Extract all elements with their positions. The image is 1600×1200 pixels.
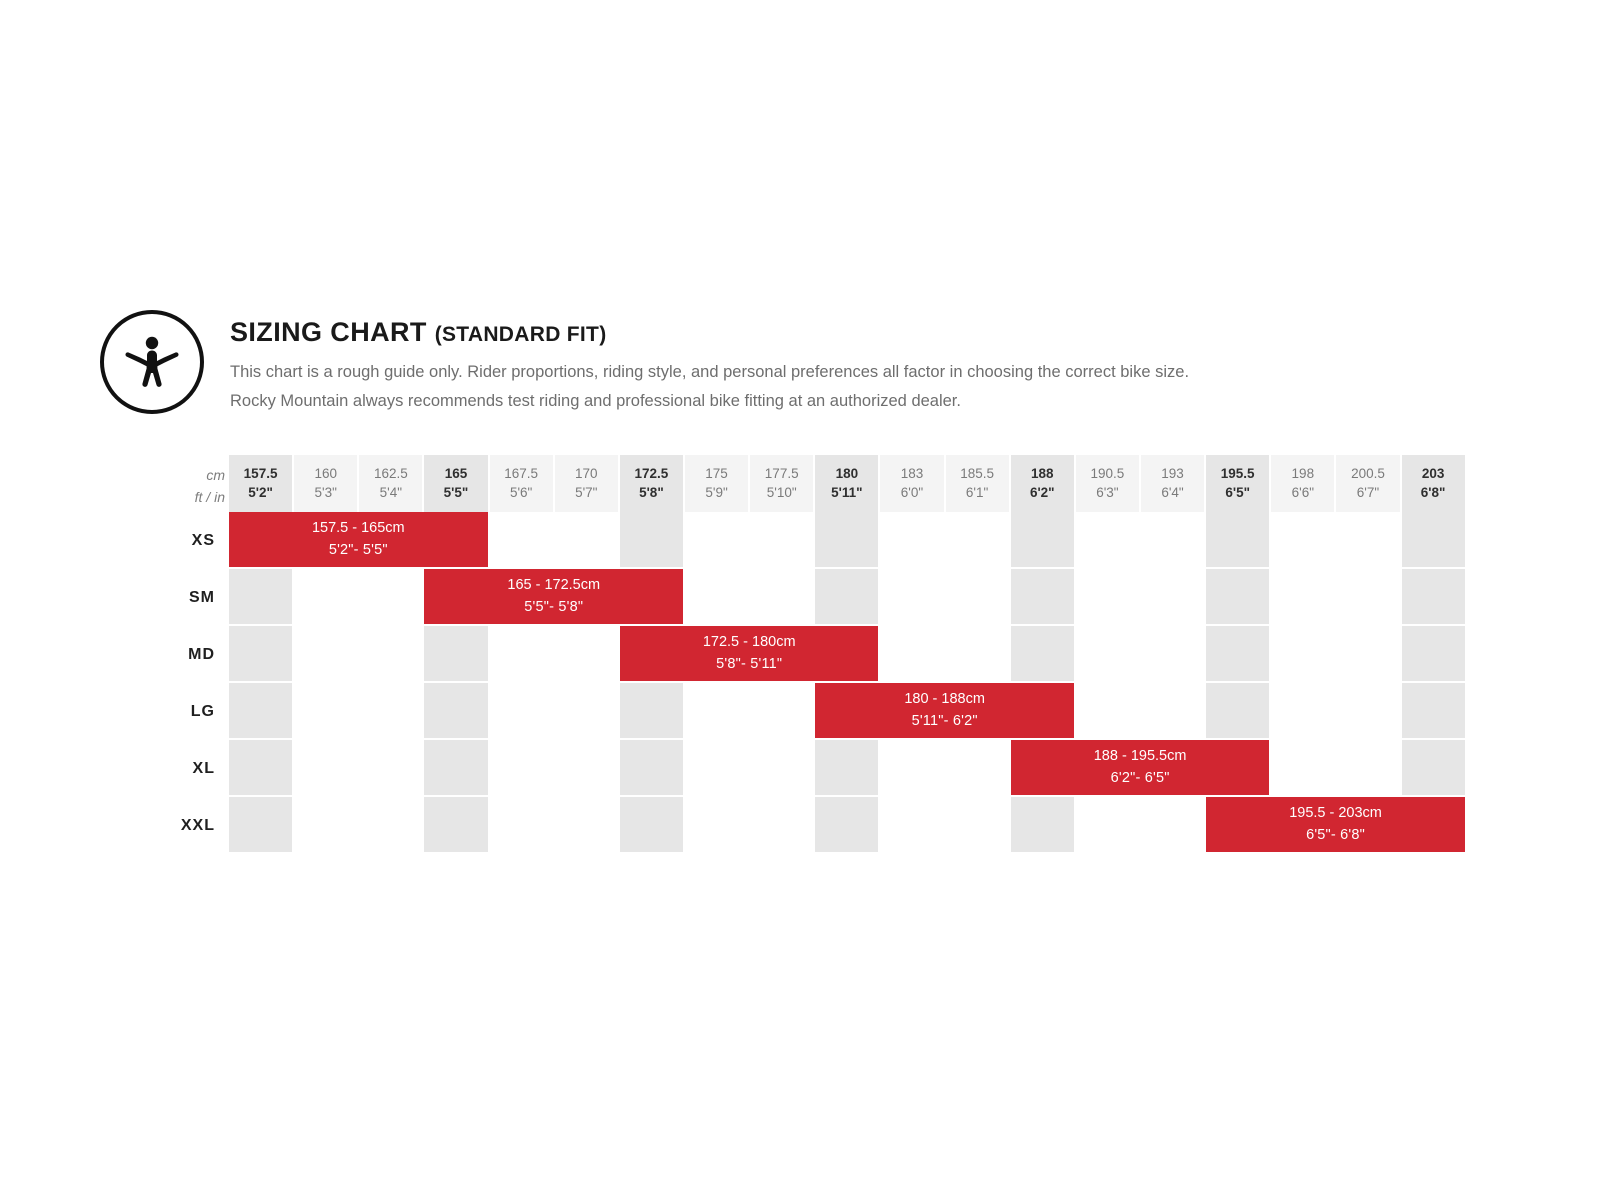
grid-cell <box>750 797 815 854</box>
grid-cell <box>555 626 620 683</box>
grid-cell <box>1402 683 1467 740</box>
height-header-cell <box>1402 455 1467 512</box>
grid-cell <box>750 740 815 797</box>
grid-cell <box>1141 626 1206 683</box>
size-rows <box>180 512 1467 854</box>
grid-cell <box>880 512 945 569</box>
grid-cell <box>620 683 685 740</box>
height-header-cell <box>294 455 359 512</box>
grid-cell <box>359 626 424 683</box>
height-cm: 183 <box>900 466 924 482</box>
height-ftin: 6'0" <box>900 484 924 500</box>
size-range-bar <box>229 512 488 567</box>
grid-cell <box>1076 512 1141 569</box>
height-header-cell <box>946 455 1011 512</box>
height-header-cell <box>1076 455 1141 512</box>
size-range-bar <box>1011 740 1270 795</box>
grid-cell <box>1141 569 1206 626</box>
page-title-fit: (STANDARD FIT) <box>434 323 607 346</box>
grid-cell <box>1336 512 1401 569</box>
height-cm: 185.5 <box>960 466 995 482</box>
range-ftin-label: 5'11"- 6'2" <box>911 712 978 729</box>
height-ftin: 6'4" <box>1161 484 1184 500</box>
grid-cell <box>946 626 1011 683</box>
grid-cell <box>1206 569 1271 626</box>
grid-cell <box>1336 569 1401 626</box>
height-ftin: 5'10" <box>766 484 797 500</box>
grid-cell <box>620 797 685 854</box>
grid-cell <box>490 626 555 683</box>
range-cm-label: 172.5 - 180cm <box>702 634 796 651</box>
height-ftin: 6'7" <box>1356 484 1380 500</box>
height-cm: 195.5 <box>1220 466 1255 482</box>
grid-cell <box>1011 512 1076 569</box>
header-text-block <box>230 318 1500 415</box>
height-cm: 165 <box>444 466 468 482</box>
grid-cell <box>555 740 620 797</box>
height-ftin: 6'8" <box>1420 484 1446 500</box>
grid-cell <box>490 683 555 740</box>
grid-cell <box>1206 626 1271 683</box>
height-header-cell <box>1271 455 1336 512</box>
height-cm: 157.5 <box>243 466 278 482</box>
height-cm: 177.5 <box>764 466 799 482</box>
height-ftin: 5'5" <box>443 484 469 500</box>
grid-cell <box>555 683 620 740</box>
range-ftin-label: 5'2"- 5'5" <box>328 541 388 558</box>
height-cm: 175 <box>705 466 728 482</box>
height-header-cell <box>359 455 424 512</box>
grid-cell <box>1336 626 1401 683</box>
range-ftin-label: 5'8"- 5'11" <box>716 655 783 672</box>
grid-cell <box>620 512 685 569</box>
size-range-bar <box>815 683 1074 738</box>
grid-cell <box>1141 512 1206 569</box>
grid-cell <box>359 569 424 626</box>
axis-unit-labels <box>100 465 225 508</box>
grid-cell <box>880 740 945 797</box>
height-ftin: 5'8" <box>639 484 664 500</box>
grid-cell <box>229 740 294 797</box>
height-cm: 172.5 <box>634 466 669 482</box>
grid-cell <box>229 626 294 683</box>
axis-label-ftin: ft / in <box>194 488 225 505</box>
height-header-cell <box>1011 455 1076 512</box>
table-row <box>190 683 1467 740</box>
height-ftin: 6'2" <box>1029 484 1055 500</box>
size-label: SM <box>189 588 215 606</box>
range-ftin-label: 6'2"- 6'5" <box>1110 769 1170 786</box>
grid-cell <box>815 569 880 626</box>
height-header-cell <box>424 455 489 512</box>
grid-cell <box>229 569 294 626</box>
table-row <box>188 626 1467 683</box>
height-cm: 162.5 <box>373 466 408 482</box>
grid-cell <box>815 512 880 569</box>
grid-cell <box>359 797 424 854</box>
grid-cell <box>946 740 1011 797</box>
height-cm: 200.5 <box>1351 466 1385 482</box>
height-cm: 203 <box>1421 466 1445 482</box>
grid-cell <box>359 740 424 797</box>
grid-cell <box>1011 626 1076 683</box>
height-cm: 190.5 <box>1090 466 1125 482</box>
grid-cell <box>1336 683 1401 740</box>
grid-cell <box>1271 740 1336 797</box>
size-range-bar <box>424 569 683 624</box>
size-label: XXL <box>180 816 215 834</box>
height-ftin: 5'3" <box>314 484 337 500</box>
grid-cell <box>1076 626 1141 683</box>
grid-cell <box>1011 797 1076 854</box>
height-header-cell <box>1336 455 1401 512</box>
range-cm-label: 165 - 172.5cm <box>507 577 601 594</box>
height-cm: 180 <box>835 466 859 482</box>
range-cm-label: 188 - 195.5cm <box>1093 748 1187 765</box>
grid-cell <box>946 797 1011 854</box>
height-cm: 188 <box>1030 466 1054 482</box>
grid-cell <box>229 797 294 854</box>
size-range-bar <box>1206 797 1465 852</box>
height-header-cell <box>750 455 815 512</box>
subtitle-line-2: Rocky Mountain always recommends test riding and professional bike fitting at an authorized dealer. <box>230 391 961 410</box>
height-header-cell <box>685 455 750 512</box>
table-row <box>189 569 1467 626</box>
grid-cell <box>424 797 489 854</box>
grid-cell <box>1271 569 1336 626</box>
range-cm-label: 195.5 - 203cm <box>1289 805 1382 822</box>
grid-cell <box>294 797 359 854</box>
grid-cell <box>620 740 685 797</box>
range-cm-label: 157.5 - 165cm <box>311 520 405 537</box>
grid-cell <box>685 569 750 626</box>
grid-cell <box>490 512 555 569</box>
grid-cell <box>1141 797 1206 854</box>
height-cm: 160 <box>314 466 337 482</box>
height-cm: 198 <box>1291 466 1315 482</box>
grid-cell <box>880 569 945 626</box>
range-ftin-label: 5'5"- 5'8" <box>524 598 584 615</box>
grid-cell <box>750 569 815 626</box>
grid-cell <box>880 626 945 683</box>
grid-cell <box>424 626 489 683</box>
grid-cell <box>946 569 1011 626</box>
grid-cell <box>685 740 750 797</box>
rider-figure-icon <box>100 310 204 414</box>
grid-cell <box>229 683 294 740</box>
grid-cell <box>1402 569 1467 626</box>
grid-cell <box>946 512 1011 569</box>
page-title <box>230 318 1500 348</box>
page-title-main: SIZING CHART <box>230 317 427 347</box>
height-ftin: 6'3" <box>1096 484 1119 500</box>
grid-cell <box>294 740 359 797</box>
grid-cell <box>555 512 620 569</box>
size-label: MD <box>188 645 215 663</box>
table-row <box>191 512 1467 569</box>
range-ftin-label: 6'5"- 6'8" <box>1306 826 1366 843</box>
grid-cell <box>555 797 620 854</box>
grid-cell <box>359 683 424 740</box>
table-row <box>180 797 1467 854</box>
grid-cell <box>490 797 555 854</box>
grid-cell <box>1402 626 1467 683</box>
grid-cell <box>815 797 880 854</box>
axis-label-cm: cm <box>206 467 225 483</box>
grid-cell <box>1271 512 1336 569</box>
grid-cell <box>1271 626 1336 683</box>
grid-cell <box>1206 512 1271 569</box>
height-ftin: 6'6" <box>1291 484 1315 500</box>
height-header-cell <box>815 455 880 512</box>
grid-cell <box>1206 683 1271 740</box>
grid-cell <box>294 569 359 626</box>
height-cm: 170 <box>575 466 598 482</box>
grid-cell <box>1076 569 1141 626</box>
height-ftin: 5'7" <box>575 484 598 500</box>
size-label: XS <box>191 531 215 549</box>
chart-subtitle <box>230 358 1500 416</box>
grid-cell <box>815 740 880 797</box>
range-cm-label: 180 - 188cm <box>904 691 985 708</box>
grid-cell <box>1076 797 1141 854</box>
height-ftin: 5'2" <box>248 484 273 500</box>
grid-cell <box>424 683 489 740</box>
height-cm: 167.5 <box>504 466 539 482</box>
height-header-cell <box>1206 455 1271 512</box>
height-header-cell <box>880 455 945 512</box>
table-row <box>192 740 1467 797</box>
height-header-cell <box>620 455 685 512</box>
grid-cell <box>1011 569 1076 626</box>
height-header-cell <box>555 455 620 512</box>
grid-cell <box>685 797 750 854</box>
grid-cell <box>685 683 750 740</box>
grid-cell <box>1271 683 1336 740</box>
size-label: LG <box>190 702 215 720</box>
height-header-cell <box>229 455 294 512</box>
grid-cell <box>750 683 815 740</box>
height-ftin: 5'11" <box>831 484 863 500</box>
height-ftin: 6'1" <box>965 484 989 500</box>
grid-cell <box>1402 740 1467 797</box>
grid-cell <box>880 797 945 854</box>
height-cm: 193 <box>1161 466 1184 482</box>
grid-cell <box>294 626 359 683</box>
grid-cell <box>685 512 750 569</box>
size-label: XL <box>192 759 215 777</box>
size-range-bar <box>620 626 879 681</box>
height-header-cell <box>1141 455 1206 512</box>
grid-cell <box>490 740 555 797</box>
grid-cell <box>1336 740 1401 797</box>
height-ftin: 5'9" <box>705 484 728 500</box>
height-ftin: 5'6" <box>509 484 533 500</box>
grid-cell <box>294 683 359 740</box>
grid-cell <box>424 740 489 797</box>
grid-cell <box>1402 512 1467 569</box>
grid-cell <box>1141 683 1206 740</box>
subtitle-line-1: This chart is a rough guide only. Rider proportions, riding style, and personal preferences all factor in choosing the correct bike size. <box>230 362 1190 381</box>
height-header-row <box>229 455 1467 512</box>
height-ftin: 6'5" <box>1225 484 1250 500</box>
height-header-cell <box>490 455 555 512</box>
grid-cell <box>750 512 815 569</box>
height-ftin: 5'4" <box>379 484 403 500</box>
grid-cell <box>1076 683 1141 740</box>
chart-header <box>100 310 1500 420</box>
